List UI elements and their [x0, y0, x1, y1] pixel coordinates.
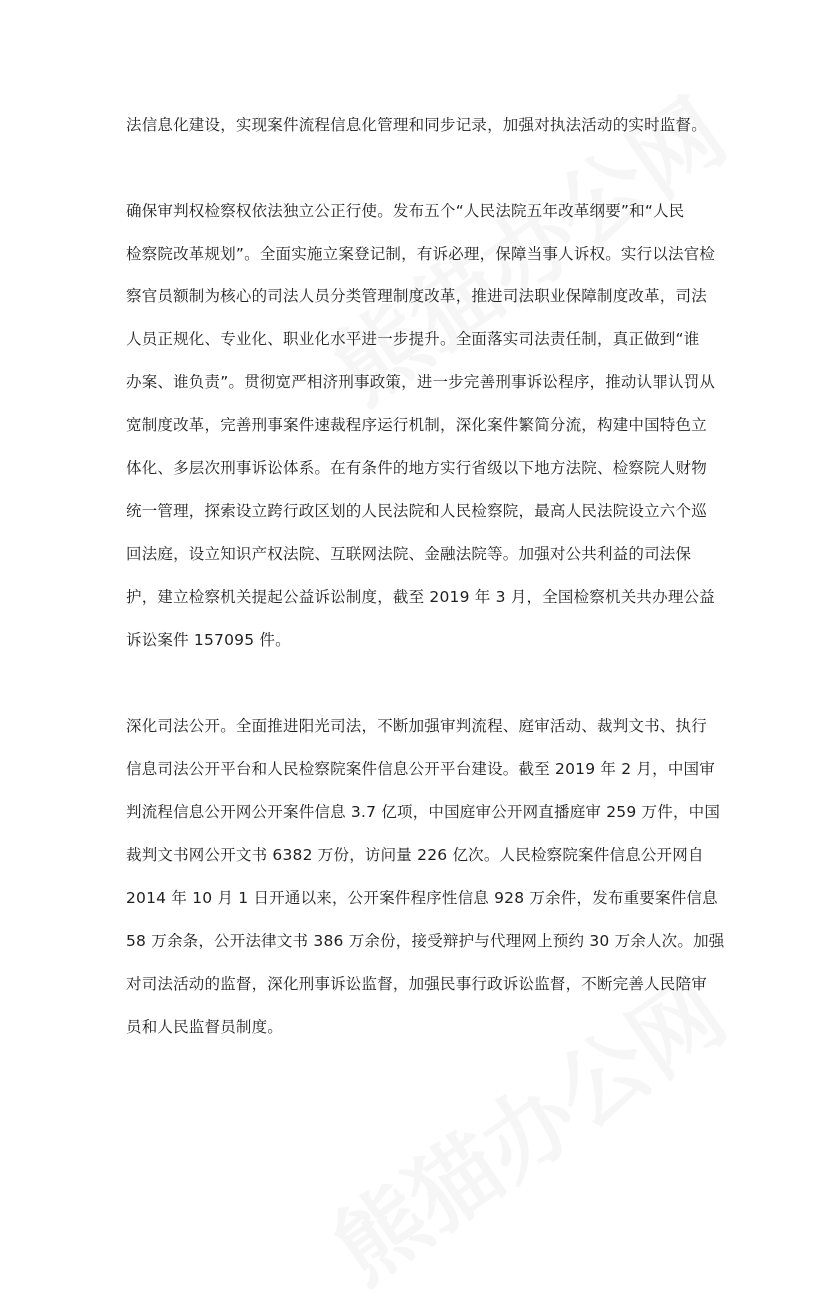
- text-line: 信息司法公开平台和人民检察院案件信息公开平台建设。截至 2019 年 2 月，中国审: [126, 760, 715, 778]
- text-line: 人员正规化、专业化、职业化水平进一步提升。全面落实司法责任制，真正做到“谁: [126, 330, 700, 348]
- text-line: 回法庭，设立知识产权法院、互联网法院、金融法院等。加强对公共利益的司法保: [126, 545, 692, 563]
- text-line: 法信息化建设，实现案件流程信息化管理和同步记录，加强对执法活动的实时监督。: [126, 116, 707, 134]
- text-line: 判流程信息公开网公开案件信息 3.7 亿项，中国庭审公开网直播庭审 259 万件，中国: [126, 803, 721, 821]
- text-line: 统一管理，探索设立跨行政区划的人民法院和人民检察院，最高人民法院设立六个巡: [126, 502, 707, 520]
- text-line: 2014 年 10 月 1 日开通以来，公开案件程序性信息 928 万余件，发布重要案件信息: [126, 889, 718, 907]
- text-line: 深化司法公开。全面推进阳光司法，不断加强审判流程、庭审活动、裁判文书、执行: [126, 717, 707, 735]
- text-line: 裁判文书网公开文书 6382 万份，访问量 226 亿次。人民检察院案件信息公开网自: [126, 846, 704, 864]
- text-line: 确保审判权检察权依法独立公正行使。发布五个“人民法院五年改革纲要”和“人民: [126, 202, 685, 220]
- watermark-bottom: [303, 943, 746, 1307]
- text-line: 对司法活动的监督，深化刑事诉讼监督，加强民事行政诉讼监督，不断完善人民陪审: [126, 975, 707, 993]
- text-line: 检察院改革规划”。全面实施立案登记制，有诉必理，保障当事人诉权。实行以法官检: [126, 245, 716, 263]
- text-line: 办案、谁负责”。贯彻宽严相济刑事政策，进一步完善刑事诉讼程序，推动认罪认罚从: [126, 373, 716, 391]
- text-line: 员和人民监督员制度。: [126, 1018, 284, 1036]
- text-line: 体化、多层次刑事诉讼体系。在有条件的地方实行省级以下地方法院、检察院人财物: [126, 459, 707, 477]
- text-line: 察官员额制为核心的司法人员分类管理制度改革，推进司法职业保障制度改革，司法: [126, 287, 707, 305]
- text-line: 诉讼案件 157095 件。: [126, 631, 291, 649]
- text-line: 宽制度改革，完善刑事案件速裁程序运行机制，深化案件繁简分流，构建中国特色立: [126, 416, 707, 434]
- text-line: 58 万余条，公开法律文书 386 万余份，接受辩护与代理网上预约 30 万余人次。加强: [126, 932, 725, 950]
- text-line: 护，建立检察机关提起公益诉讼制度，截至 2019 年 3 月，全国检察机关共办理公益: [126, 588, 715, 606]
